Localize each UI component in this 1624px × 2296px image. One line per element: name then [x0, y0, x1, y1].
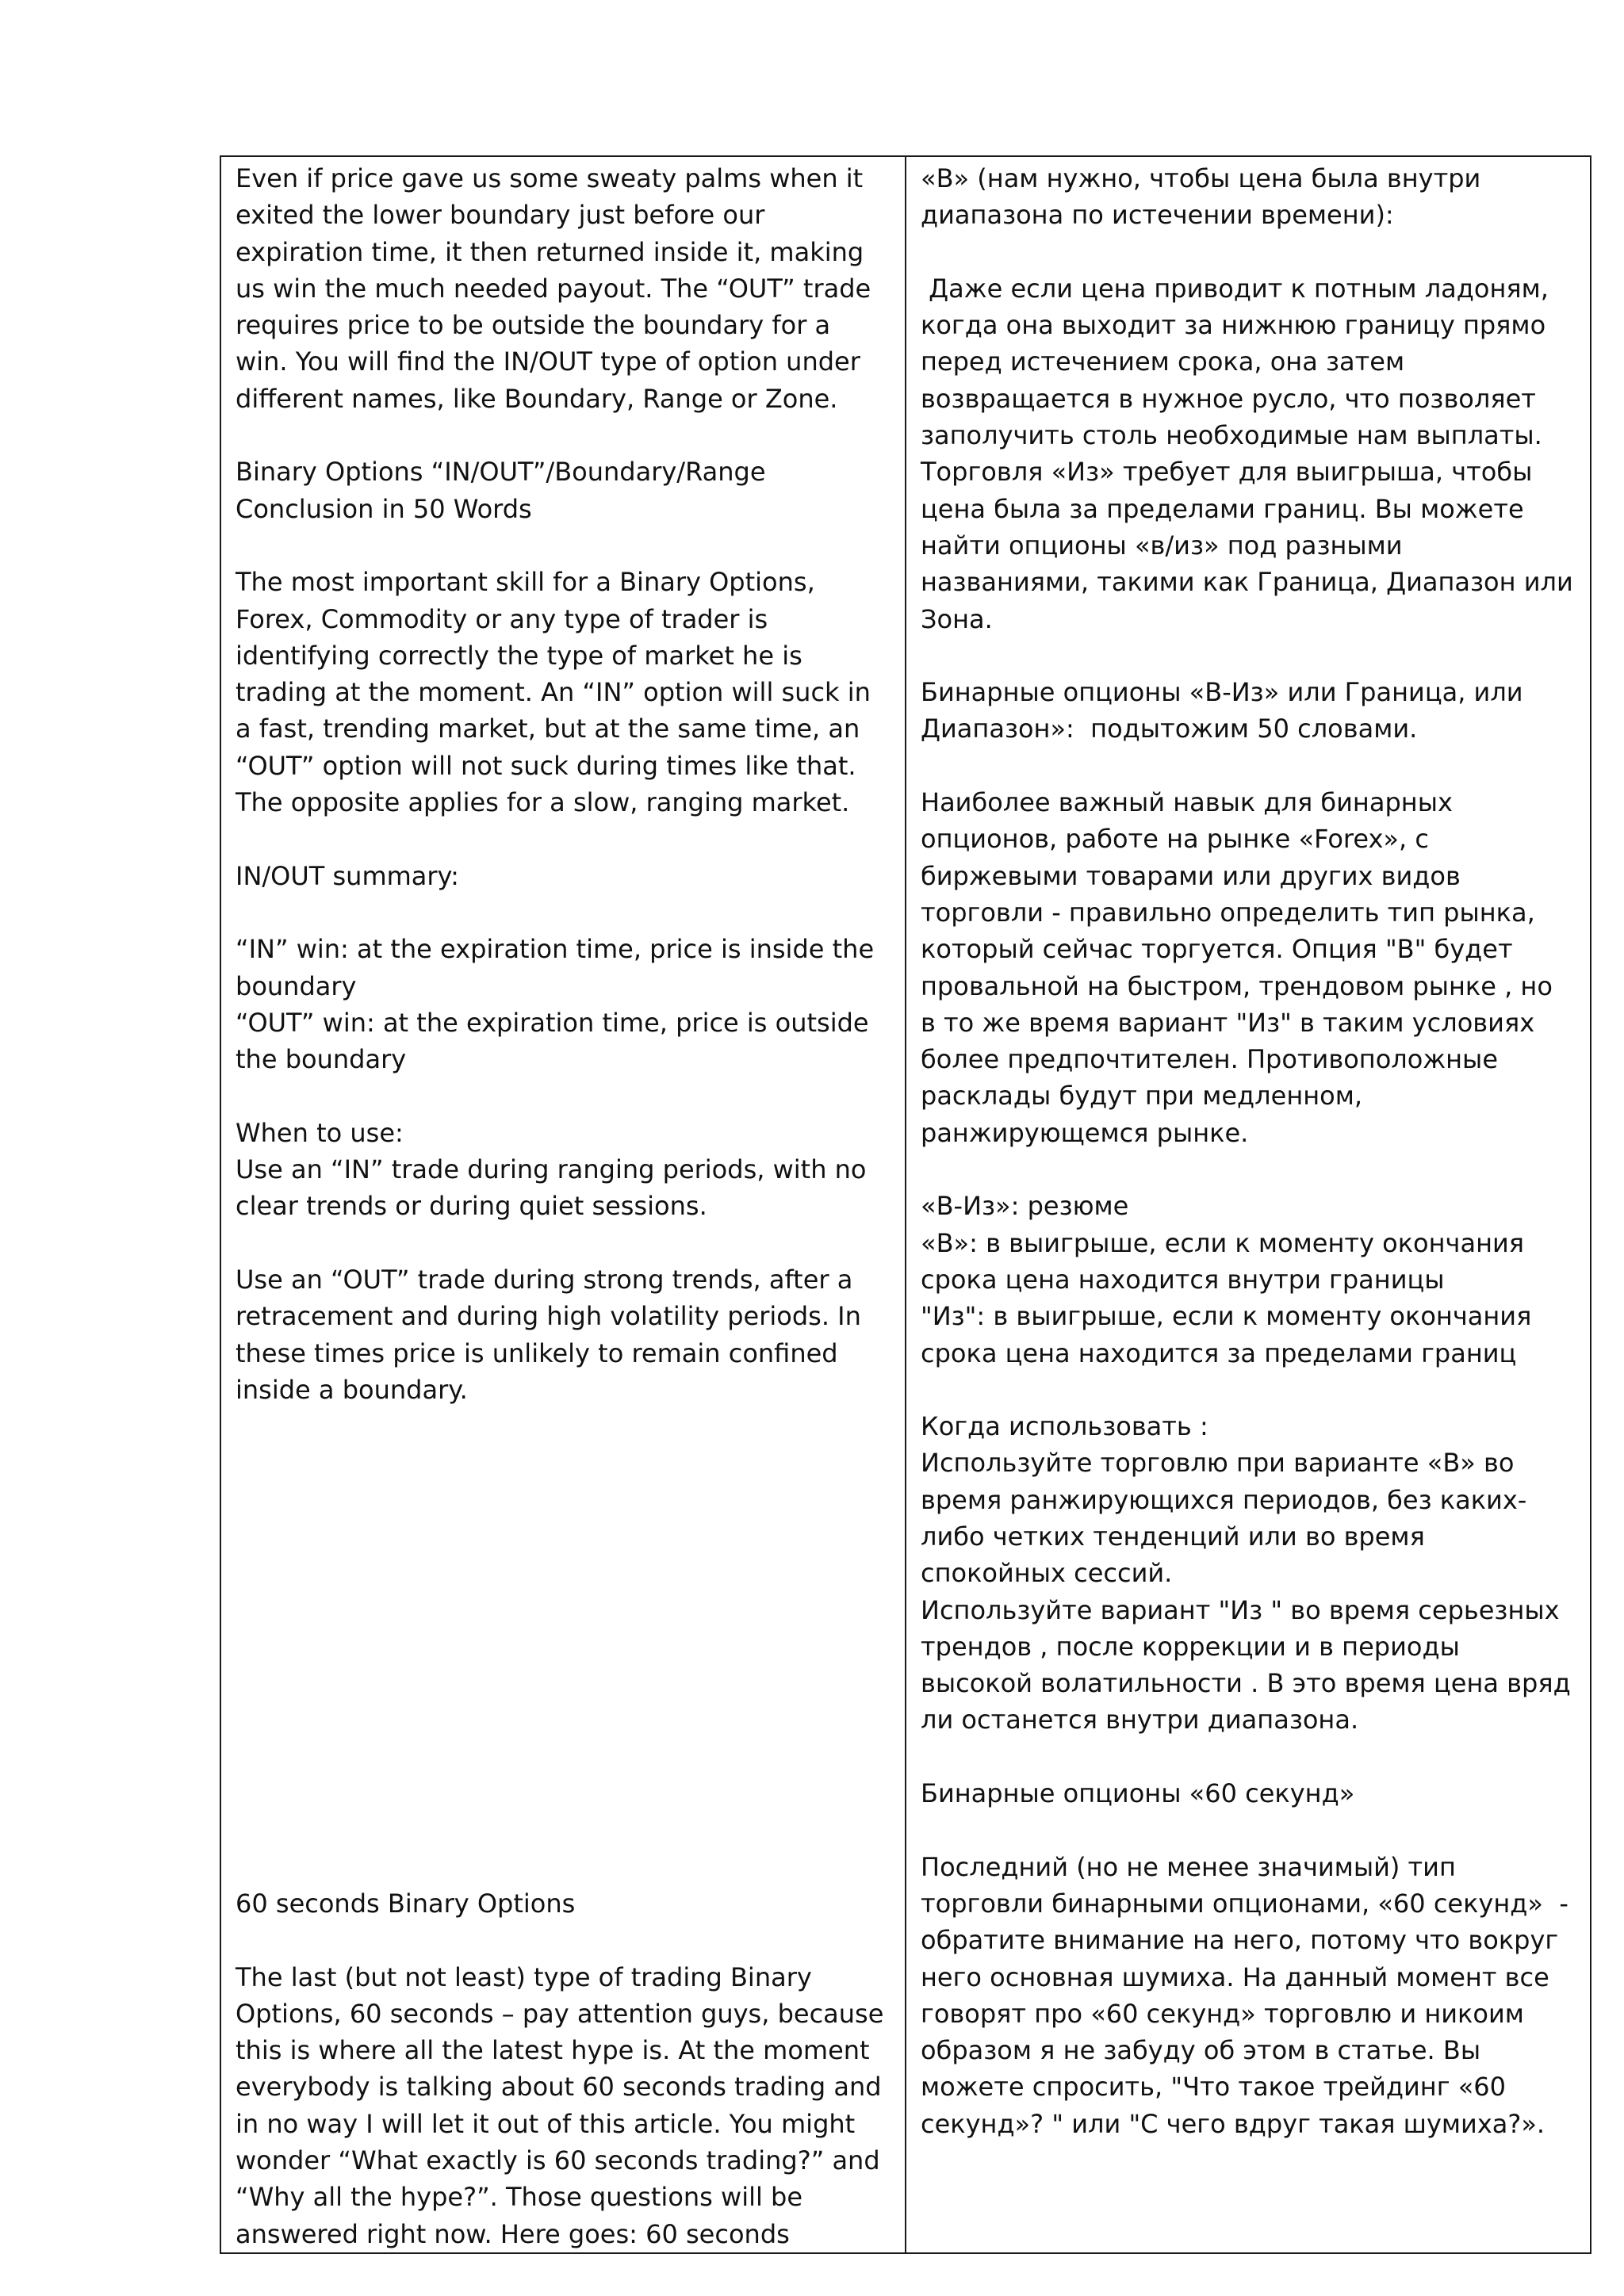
russian-text-line: Зона. [921, 603, 993, 634]
english-text-line: 60 seconds Binary Options [236, 1888, 576, 1919]
russian-text-line: когда она выходит за нижнюю границу прямо [921, 310, 1546, 341]
russian-text-line: цена была за пределами границ. Вы можете [921, 493, 1524, 524]
english-text-line [236, 1592, 892, 1628]
paragraph-gap [921, 234, 1577, 270]
english-text-line: The opposite applies for a slow, ranging market. [236, 787, 850, 818]
paragraph-gap [921, 748, 1577, 784]
russian-text-line: спокойных сессий. [921, 1558, 1173, 1589]
russian-text-line: срока цена находится за пределами границ [921, 1337, 1517, 1368]
english-text-line [236, 1555, 892, 1591]
english-paragraph [236, 1115, 892, 1225]
english-text-line: “Why all the hype?”. Those questions will be [236, 2182, 803, 2213]
russian-text-line: названиями, такими как Граница, Диапазон или [921, 567, 1573, 598]
english-text-line: everybody is talking about 60 seconds trading and [236, 2072, 882, 2103]
russian-text-line: «В»: в выигрыше, если к моменту окончания [921, 1227, 1525, 1258]
english-text-line: Binary Options “IN/OUT”/Boundary/Range [236, 457, 766, 488]
english-text-line [236, 1739, 892, 1775]
paragraph-gap [921, 637, 1577, 674]
english-text-line: the boundary [236, 1044, 407, 1075]
russian-paragraph [921, 1188, 1577, 1371]
russian-text-line: срока цена находится внутри границы [921, 1264, 1445, 1295]
russian-text-line: биржевыми товарами или других видов [921, 860, 1461, 891]
paragraph-gap [236, 1408, 892, 1445]
english-text-line [236, 1518, 892, 1555]
russian-text-line: «В-Из»: резюме [921, 1191, 1129, 1222]
english-paragraph [236, 564, 892, 821]
english-text-line [236, 1665, 892, 1701]
english-text-line [236, 1812, 892, 1848]
russian-text-line: либо четких тенденций или во время [921, 1521, 1425, 1552]
russian-paragraph [921, 784, 1577, 1151]
russian-text-line: Даже если цена приводит к потным ладоням, [921, 273, 1549, 304]
english-text-line: us win the much needed payout. The “OUT” trade [236, 273, 871, 304]
english-text-line: identifying correctly the type of market he is [236, 640, 802, 671]
english-text-line: The last (but not least) type of trading Binary [236, 1961, 812, 1992]
russian-paragraph [921, 160, 1577, 234]
paragraph-gap [236, 1922, 892, 1958]
english-text-line: IN/OUT summary: [236, 860, 459, 891]
russian-text-line: образом я не забуду об этом в статье. Вы [921, 2035, 1481, 2066]
russian-text-line: торговли бинарными опционами, «60 секунд» - [921, 1888, 1568, 1919]
paragraph-gap [236, 527, 892, 564]
russian-text-line: ли останется внутри диапазона. [921, 1705, 1359, 1735]
russian-text-line: Последний (но не менее значимый) тип [921, 1851, 1456, 1882]
russian-paragraph [921, 1849, 1577, 2142]
english-text-line: retracement and during high volatility periods. In [236, 1301, 861, 1332]
russian-text-line: секунд»? " или "С чего вдруг такая шумиха?». [921, 2108, 1545, 2139]
english-paragraph [236, 1261, 892, 1408]
english-text-line: answered right now. Here goes: 60 seconds [236, 2218, 790, 2249]
english-text-line: Even if price gave us some sweaty palms when it [236, 163, 864, 193]
paragraph-gap [236, 1225, 892, 1261]
russian-text-line: трендов , после коррекции и в периоды [921, 1631, 1460, 1662]
russian-paragraph [921, 674, 1577, 748]
english-paragraph [236, 931, 892, 1077]
english-text-line [236, 1482, 892, 1518]
table-row [220, 156, 1591, 2253]
russian-text-line: Диапазон»: подытожим 50 словами. [921, 714, 1418, 744]
english-text-line: expiration time, it then returned inside it, making [236, 236, 864, 267]
english-paragraph [236, 1885, 892, 1922]
paragraph-gap [236, 821, 892, 857]
russian-text-line: более предпочтителен. Противоположные [921, 1044, 1498, 1075]
russian-text-line: Когда использовать : [921, 1411, 1208, 1442]
russian-text-line: опционов, работе на рынке «Forex», с [921, 824, 1429, 855]
paragraph-gap [921, 1739, 1577, 1775]
russian-text-line: него основная шумиха. На данный момент все [921, 1961, 1549, 1992]
english-text-line: “OUT” option will not suck during times like that. [236, 750, 856, 781]
russian-text-line: возвращается в нужное русло, что позволяет [921, 383, 1536, 414]
english-paragraph [236, 160, 892, 417]
russian-text-line: Используйте торговлю при варианте «В» во [921, 1448, 1515, 1479]
english-text-line: in no way I will let it out of this article. You might [236, 2108, 856, 2139]
english-text-line: Use an “IN” trade during ranging periods, with no [236, 1154, 867, 1185]
russian-text-line: заполучить столь необходимые нам выплаты. [921, 420, 1542, 451]
russian-text-line: можете спросить, "Что такое трейдинг «60 [921, 2072, 1506, 2103]
english-text-line: a fast, trending market, but at the same time, an [236, 714, 860, 744]
english-text-line [236, 1775, 892, 1812]
russian-text-line: "Из": в выигрыше, если к моменту окончания [921, 1301, 1532, 1332]
english-text-line: When to use: [236, 1117, 404, 1148]
russian-text-line: высокой волатильности . В это время цена вряд [921, 1668, 1571, 1699]
russian-text-line: Бинарные опционы «60 секунд» [921, 1778, 1355, 1809]
russian-column [906, 156, 1591, 2253]
russian-text-line: в то же время вариант "Из" в таким условиях [921, 1007, 1535, 1038]
english-text-line: Use an “OUT” trade during strong trends, after a [236, 1264, 853, 1295]
russian-paragraph [921, 1775, 1577, 1812]
paragraph-gap [921, 1372, 1577, 1408]
paragraph-gap [236, 1077, 892, 1114]
russian-paragraph [921, 270, 1577, 637]
russian-text-line: Используйте вариант "Из " во время серьезных [921, 1594, 1560, 1625]
russian-text-line: перед истечением срока, она затем [921, 346, 1405, 377]
russian-text-line: расклады будут при медленном, [921, 1081, 1363, 1112]
english-text-line [236, 1701, 892, 1738]
english-text-line: different names, like Boundary, Range or Zone. [236, 383, 838, 414]
russian-text-line: время ранжирующихся периодов, без каких- [921, 1484, 1527, 1515]
russian-text-line: найти опционы «в/из» под разными [921, 530, 1403, 561]
russian-text-line: обратите внимание на него, потому что вокруг [921, 1925, 1559, 1956]
english-column [220, 156, 906, 2253]
english-text-line: trading at the moment. An “IN” option will suck in [236, 677, 871, 708]
english-text-line: Conclusion in 50 Words [236, 493, 532, 524]
english-text-line: “OUT” win: at the expiration time, price is outside [236, 1007, 869, 1038]
english-paragraph [236, 453, 892, 527]
english-text-line: this is where all the latest hype is. At the moment [236, 2035, 870, 2066]
russian-text-line: «В» (нам нужно, чтобы цена была внутри [921, 163, 1481, 193]
english-text-line: wonder “What exactly is 60 seconds trading?” and [236, 2145, 880, 2176]
paragraph-gap [236, 1849, 892, 1885]
english-paragraph [236, 1445, 892, 1848]
russian-text-line: Бинарные опционы «В-Из» или Граница, или [921, 677, 1523, 708]
paragraph-gap [236, 417, 892, 453]
english-paragraph [236, 858, 892, 894]
english-text-line: inside a boundary. [236, 1374, 468, 1405]
english-text-line: exited the lower boundary just before our [236, 200, 765, 231]
russian-text-line: Торговля «Из» требует для выигрыша, чтобы [921, 457, 1533, 488]
english-text-line [236, 1445, 892, 1481]
english-text-line [236, 1628, 892, 1665]
russian-text-line: торговли - правильно определить тип рынка, [921, 897, 1535, 928]
english-text-line: Options, 60 seconds – pay attention guys, because [236, 1998, 884, 2029]
russian-text-line: провальной на быстром, трендовом рынке , но [921, 970, 1553, 1001]
bilingual-table [220, 155, 1591, 2254]
paragraph-gap [921, 1151, 1577, 1188]
russian-text-line: ранжирующемся рынке. [921, 1117, 1249, 1148]
paragraph-gap [236, 894, 892, 931]
russian-text-line: Наиболее важный навык для бинарных [921, 787, 1453, 818]
english-text-line: Forex, Commodity or any type of trader is [236, 603, 768, 634]
english-text-line: “IN” win: at the expiration time, price is inside the [236, 934, 875, 965]
english-text-line: these times price is unlikely to remain confined [236, 1337, 838, 1368]
russian-text-line: который сейчас торгуется. Опция "В" будет [921, 934, 1513, 965]
english-text-line: clear trends or during quiet sessions. [236, 1191, 707, 1222]
english-paragraph [236, 1959, 892, 2252]
english-text-line: win. You will find the IN/OUT type of option under [236, 346, 860, 377]
english-text-line: boundary [236, 970, 357, 1001]
english-text-line: requires price to be outside the boundary for a [236, 310, 831, 341]
english-text-line: The most important skill for a Binary Options, [236, 567, 815, 598]
russian-text-line: говорят про «60 секунд» торговлю и никоим [921, 1998, 1524, 2029]
russian-text-line: диапазона по истечении времени): [921, 200, 1394, 231]
paragraph-gap [921, 1812, 1577, 1848]
russian-paragraph [921, 1408, 1577, 1739]
